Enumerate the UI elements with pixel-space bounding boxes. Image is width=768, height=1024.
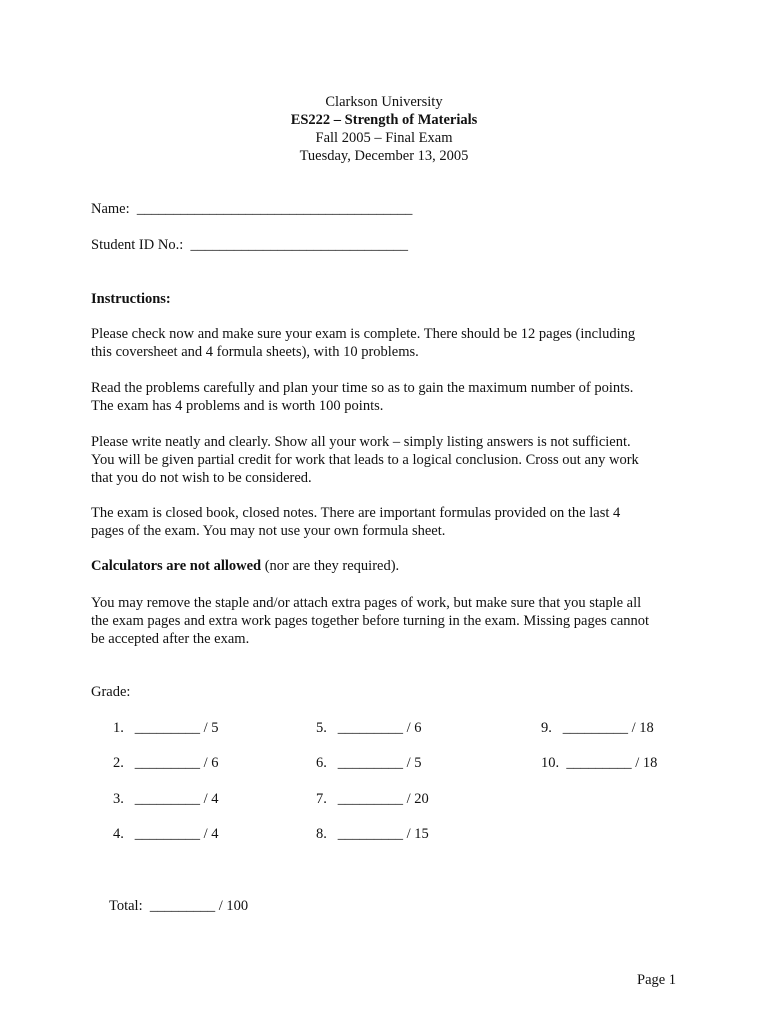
grade-total-row <box>109 897 248 915</box>
grade-row-1 <box>113 719 219 737</box>
max-points: / 4 <box>203 826 219 842</box>
text-line: You may remove the staple and/or attach extra pages of work, but make sure that you staple all <box>91 595 642 611</box>
text-line: this coversheet and 4 formula sheets), with 10 problems. <box>91 344 419 360</box>
text-line: The exam has 4 problems and is worth 100 points. <box>91 398 384 414</box>
grade-row-4 <box>113 825 219 843</box>
score-blank[interactable]: _________ <box>134 755 200 771</box>
max-points: / 18 <box>635 755 658 771</box>
grade-row-3 <box>113 790 219 808</box>
grade-row-2 <box>113 754 219 772</box>
problem-number: 3. <box>113 791 124 807</box>
max-points: / 6 <box>406 720 422 736</box>
instructions-paragraph-neatness <box>91 433 691 487</box>
grade-row-6 <box>316 754 422 772</box>
grade-row-5 <box>316 719 422 737</box>
score-blank[interactable]: _________ <box>566 755 632 771</box>
course-title: ES222 – Strength of Materials <box>290 112 478 128</box>
max-points: / 4 <box>203 791 219 807</box>
score-blank[interactable]: _________ <box>134 826 200 842</box>
name-blank[interactable]: ______________________________________ <box>136 201 413 217</box>
text-line: the exam pages and extra work pages together before turning in the exam. Missing pages cannot <box>91 613 650 629</box>
total-max: / 100 <box>218 898 249 914</box>
grade-row-10 <box>541 754 657 772</box>
instructions-paragraph-staple <box>91 594 691 648</box>
instructions-paragraph-closed-book <box>91 504 691 540</box>
max-points: / 18 <box>631 720 654 736</box>
text-line: pages of the exam. You may not use your own formula sheet. <box>91 523 446 539</box>
instructions-heading: Instructions: <box>91 291 171 307</box>
score-blank[interactable]: _________ <box>337 826 403 842</box>
calculators-bold-text: Calculators are not allowed <box>91 558 262 574</box>
grade-row-7 <box>316 790 429 808</box>
problem-number: 1. <box>113 720 124 736</box>
score-blank[interactable]: _________ <box>337 720 403 736</box>
calculators-rest-text: (nor are they required). <box>261 558 400 574</box>
max-points: / 15 <box>406 826 429 842</box>
student-id-label: Student ID No.: <box>91 237 184 253</box>
problem-number: 7. <box>316 791 327 807</box>
student-id-field[interactable] <box>91 236 408 254</box>
name-field[interactable] <box>91 200 412 218</box>
text-line: You will be given partial credit for work that leads to a logical conclusion. Cross out any work <box>91 452 639 468</box>
score-blank[interactable]: _________ <box>562 720 628 736</box>
page-number: Page 1 <box>637 972 677 988</box>
problem-number: 4. <box>113 826 124 842</box>
text-line: be accepted after the exam. <box>91 631 250 647</box>
max-points: / 5 <box>203 720 219 736</box>
score-blank[interactable]: _________ <box>134 791 200 807</box>
grade-row-9 <box>541 719 654 737</box>
problem-number: 10. <box>541 755 560 771</box>
grade-label: Grade: <box>91 684 131 700</box>
instructions-paragraph-timing <box>91 379 691 415</box>
max-points: / 5 <box>406 755 422 771</box>
text-line: that you do not wish to be considered. <box>91 470 312 486</box>
score-blank[interactable]: _________ <box>337 755 403 771</box>
text-line: Read the problems carefully and plan your time so as to gain the maximum number of points. <box>91 380 634 396</box>
score-blank[interactable]: _________ <box>134 720 200 736</box>
exam-term: Fall 2005 – Final Exam <box>315 130 453 146</box>
score-blank[interactable]: _________ <box>337 791 403 807</box>
max-points: / 6 <box>203 755 219 771</box>
problem-number: 6. <box>316 755 327 771</box>
problem-number: 5. <box>316 720 327 736</box>
student-id-blank[interactable]: ______________________________ <box>190 237 408 253</box>
text-line: Please check now and make sure your exam is complete. There should be 12 pages (including <box>91 326 636 342</box>
instructions-paragraph-calculators <box>91 557 691 575</box>
total-blank[interactable]: _________ <box>149 898 216 914</box>
text-line: Please write neatly and clearly. Show all your work – simply listing answers is not sufficient. <box>91 434 631 450</box>
grade-row-8 <box>316 825 429 843</box>
university-name: Clarkson University <box>325 94 443 110</box>
problem-number: 2. <box>113 755 124 771</box>
text-line: The exam is closed book, closed notes. There are important formulas provided on the last 4 <box>91 505 621 521</box>
max-points: / 20 <box>406 791 429 807</box>
problem-number: 9. <box>541 720 552 736</box>
exam-date: Tuesday, December 13, 2005 <box>299 148 469 164</box>
name-label: Name: <box>91 201 130 217</box>
instructions-paragraph-completeness <box>91 325 691 361</box>
problem-number: 8. <box>316 826 327 842</box>
total-label: Total: <box>109 898 143 914</box>
